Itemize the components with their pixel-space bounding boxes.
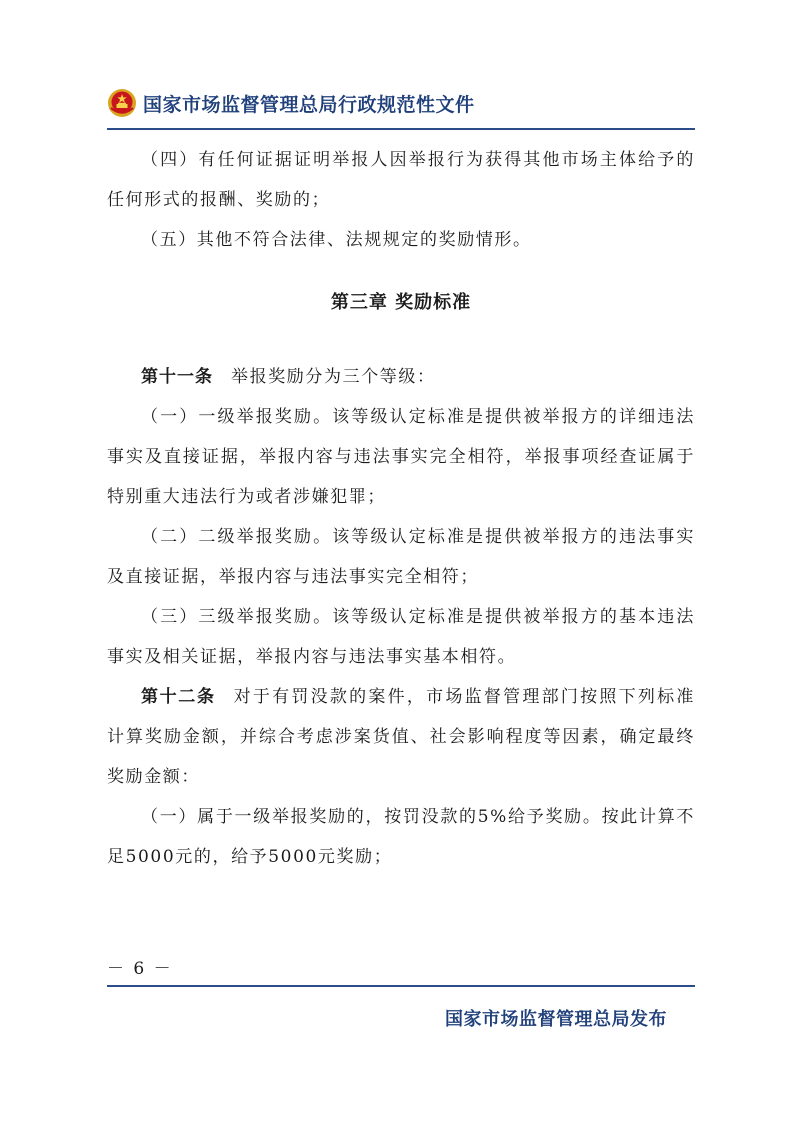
article-12-item-1: （一）属于一级举报奖励的，按罚没款的5%给予奖励。按此计算不足5000元的，给予5000元奖励； [107, 807, 695, 867]
article-11 [107, 357, 695, 397]
level-2-paragraph: （二）二级举报奖励。该等级认定标准是提供被举报方的违法事实及直接证据，举报内容与违法事实完全相符； [107, 527, 695, 587]
article-12-text: 对于有罚没款的案件，市场监督管理部门按照下列标准计算奖励金额，并综合考虑涉案货值、社会影响程度等因素，确定最终奖励金额： [107, 687, 695, 787]
document-body [107, 140, 695, 877]
footer-publisher: 国家市场监督管理总局发布 [445, 1009, 667, 1030]
article-11-text: 举报奖励分为三个等级： [231, 367, 436, 387]
header-title: 国家市场监督管理总局行政规范性文件 [143, 93, 475, 116]
paragraph-item-4: （四）有任何证据证明举报人因举报行为获得其他市场主体给予的任何形式的报酬、奖励的； [107, 150, 695, 210]
page-number: － 6 － [107, 959, 173, 979]
paragraph-item-5: （五）其他不符合法律、法规规定的奖励情形。 [141, 230, 532, 250]
article-11-label: 第十一条 [141, 367, 213, 387]
chapter-title: 第三章 奖励标准 [330, 292, 472, 313]
header-divider [107, 128, 695, 130]
article-12 [107, 677, 695, 797]
document-header [107, 86, 475, 120]
level-1-paragraph: （一）一级举报奖励。该等级认定标准是提供被举报方的详细违法事实及直接证据，举报内容与违法事实完全相符，举报事项经查证属于特别重大违法行为或者涉嫌犯罪； [107, 407, 695, 507]
footer-divider [107, 985, 695, 987]
national-emblem-icon [107, 88, 137, 118]
article-12-label: 第十二条 [141, 687, 216, 707]
level-3-paragraph: （三）三级举报奖励。该等级认定标准是提供被举报方的基本违法事实及相关证据，举报内容与违法事实基本相符。 [107, 607, 695, 667]
